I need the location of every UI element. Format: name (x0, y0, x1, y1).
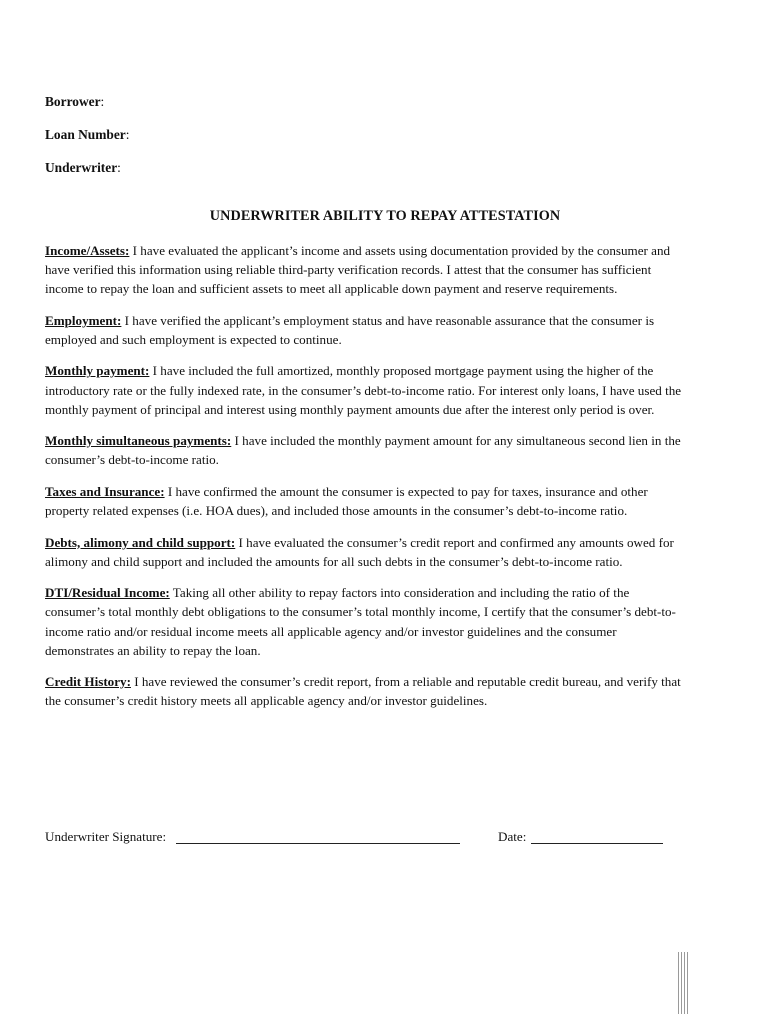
section-debts-alimony (45, 533, 685, 571)
margin-mark (687, 952, 688, 1014)
section-heading: DTI/Residual Income: (45, 585, 170, 601)
section-text: I have included the monthly payment amount for any simultaneous second lien in the consumer’s debt-to-income ratio. (45, 433, 681, 468)
section-text: I have evaluated the consumer’s credit report and confirmed any amounts owed for alimony and child support and included the amounts for all such debts in the consumer’s debt-to-income ratio. (45, 534, 674, 569)
margin-marks (678, 952, 690, 1014)
borrower-field (45, 94, 104, 110)
section-heading: Monthly payment: (45, 363, 150, 379)
section-monthly-payment (45, 361, 685, 418)
section-taxes-insurance (45, 482, 685, 520)
section-heading: Credit History: (45, 674, 131, 690)
borrower-separator: : (100, 94, 105, 109)
section-heading: Monthly simultaneous payments: (45, 433, 232, 449)
date-line[interactable] (531, 843, 663, 844)
loan-number-field (45, 127, 129, 143)
section-text: I have confirmed the amount the consumer is expected to pay for taxes, insurance and other property related expenses (i.e. HOA dues), and included those amounts in the consumer’s debt-to-income ratio. (45, 483, 648, 519)
section-text: I have evaluated the applicant’s income and assets using documentation provided by the consumer and have verified this information using reliable third-party verification records. I attest that the consumer has sufficient income to repay the loan and sufficient assets to meet all applicable down payment and reserve requirements. (45, 243, 671, 297)
attestation-sections (45, 241, 685, 723)
signature-line[interactable] (176, 843, 460, 844)
underwriter-field (45, 160, 121, 176)
loan-number-separator: : (125, 127, 130, 142)
section-text: I have verified the applicant’s employment status and have reasonable assurance that the consumer is employed and such employment is expected to continue. (45, 312, 655, 347)
section-heading: Debts, alimony and child support: (45, 534, 236, 550)
section-dti-residual (45, 583, 685, 659)
section-credit-history (45, 672, 685, 710)
margin-mark (681, 952, 682, 1014)
page-title: UNDERWRITER ABILITY TO REPAY ATTESTATION (209, 208, 561, 224)
loan-number-label: Loan Number (45, 127, 126, 142)
section-text: I have reviewed the consumer’s credit report, from a reliable and reputable credit bureau, and verify that the consumer’s credit history meets all applicable agency and/or investor guidelines. (45, 674, 681, 709)
section-text: Taking all other ability to repay factors into consideration and including the ratio of the consumer’s total monthly debt obligations to the consumer’s total monthly income, I certify that the consumer’s debt-to-income ratio and/or residual income meets all applicable agency and/or investor guidelines and the consumer demonstrates an ability to repay the loan. (45, 585, 676, 658)
date-label: Date: (498, 829, 527, 844)
section-simultaneous-payments (45, 431, 685, 469)
borrower-label: Borrower (45, 94, 101, 109)
margin-mark (678, 952, 679, 1014)
underwriter-separator: : (117, 160, 121, 175)
section-heading: Income/Assets: (45, 243, 130, 258)
section-heading: Employment: (45, 312, 122, 328)
section-income-assets (45, 241, 685, 298)
underwriter-label: Underwriter (45, 160, 118, 175)
section-text: I have included the full amortized, monthly proposed mortgage payment using the higher of the introductory rate or the fully indexed rate, in the consumer’s debt-to-income ratio. For interest only loans, I have used the monthly payment of principal and interest using monthly payment amounts due after the interest only period is over. (45, 363, 682, 417)
section-heading: Taxes and Insurance: (45, 483, 165, 499)
section-employment (45, 311, 685, 349)
margin-mark (684, 952, 685, 1014)
signature-label: Underwriter Signature: (45, 829, 167, 844)
